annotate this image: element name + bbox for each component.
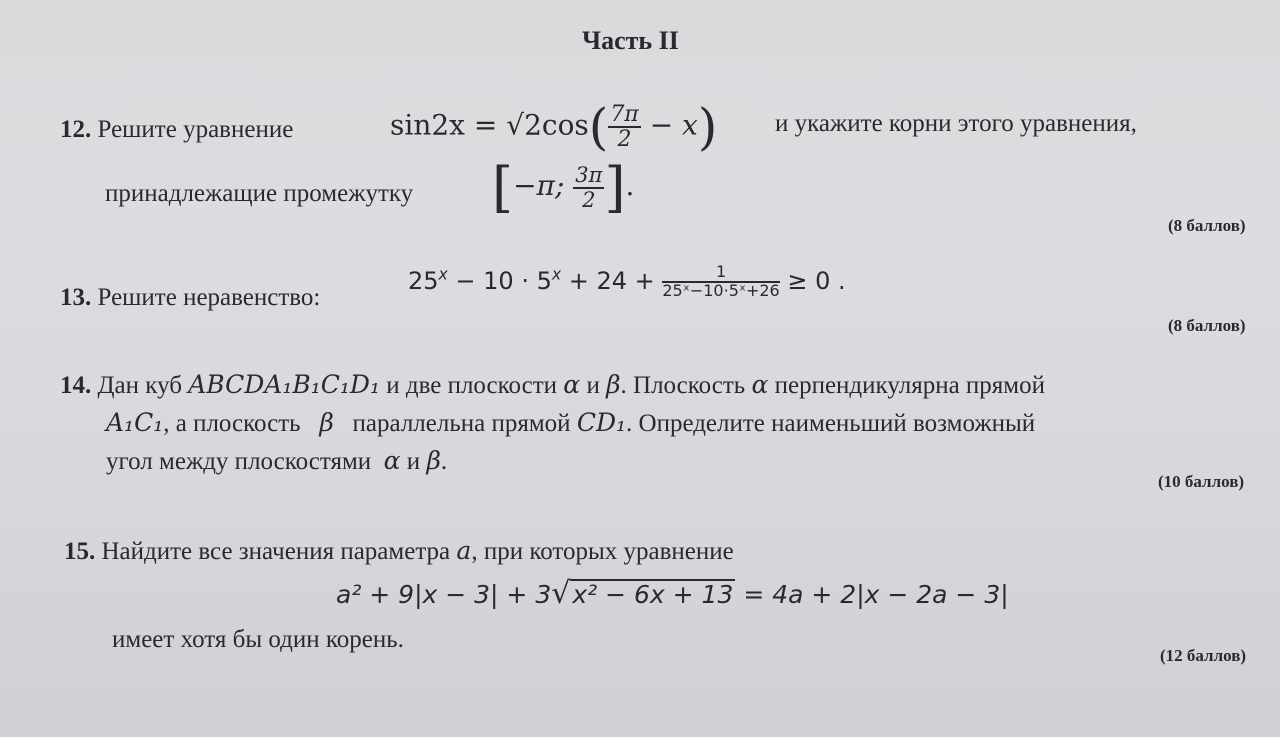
problem-12-interval-left: −π; — [513, 169, 565, 202]
problem-12-line-1 — [60, 116, 293, 144]
problem-12-text-pre: Решите уравнение — [97, 116, 294, 143]
problem-15-sqrt: x² − 6x + 13 — [572, 580, 734, 609]
problem-12-number: 12. — [60, 116, 92, 143]
problem-15-line-3: имеет хотя бы один корень. — [112, 626, 404, 653]
problem-12-interval-fraction: $\frac{3\pi}{2}$ — [575, 163, 603, 212]
problem-12-fraction: $\frac{7\pi}{2}$ — [610, 101, 639, 152]
problem-12-interval: [−π; $\frac{3\pi}{2}$ ]. — [492, 156, 635, 219]
problem-13-fraction: $\frac{1}{\text{25ˣ−10·5ˣ+26}}$ — [662, 262, 780, 300]
problem-12-text-post: и укажите корни этого уравнения, — [775, 110, 1137, 137]
problem-14-line-3: угол между плоскостями α и β. — [106, 446, 448, 475]
problem-13-inequality: $25^x - 10 \cdot 5^x + 24$ + $\frac{1}{\text{25ˣ−10·5ˣ+26}}$ ≥ 0 . — [408, 262, 846, 300]
problem-14-points: (10 баллов) — [1158, 472, 1245, 491]
problem-15-number: 15. — [64, 538, 96, 565]
problem-15-line-1: 15. Найдите все значения параметра a, при которых уравнение — [64, 536, 734, 565]
problem-15-equation: a² + 9|x − 3| + 3√x² − 6x + 13 = 4a + 2|x − 2a − 3| — [336, 576, 1009, 611]
problem-12-equation-lhs: sin2x = √2cos — [390, 108, 589, 142]
problem-13-points: (8 баллов) — [1168, 316, 1246, 335]
problem-12-points: (8 баллов) — [1168, 216, 1246, 235]
problem-13-line — [60, 284, 320, 312]
problem-13-text-pre: Решите неравенство: — [97, 284, 321, 311]
cube-label: ABCDA₁B₁C₁D₁ — [188, 370, 380, 399]
problem-12-line-2: принадлежащие промежутку — [105, 180, 414, 207]
problem-14-line-2: A₁C₁, а плоскость β параллельна прямой CD₁. Определите наименьший возможный — [106, 408, 1036, 437]
problem-13-number: 13. — [60, 284, 92, 311]
problem-15-points: (12 баллов) — [1160, 646, 1247, 665]
problem-14-line-1: 14. Дан куб ABCDA₁B₁C₁D₁ и две плоскости α и β. Плоскость α перпендикулярна прямой — [60, 370, 1045, 399]
problem-12-equation-rest: − x — [649, 108, 698, 142]
problem-12-equation: sin2x = √2cos( $\frac{7\pi}{2}$ − x) — [390, 98, 718, 156]
problem-14-number: 14. — [60, 372, 92, 399]
page-title: Часть II — [582, 26, 679, 55]
